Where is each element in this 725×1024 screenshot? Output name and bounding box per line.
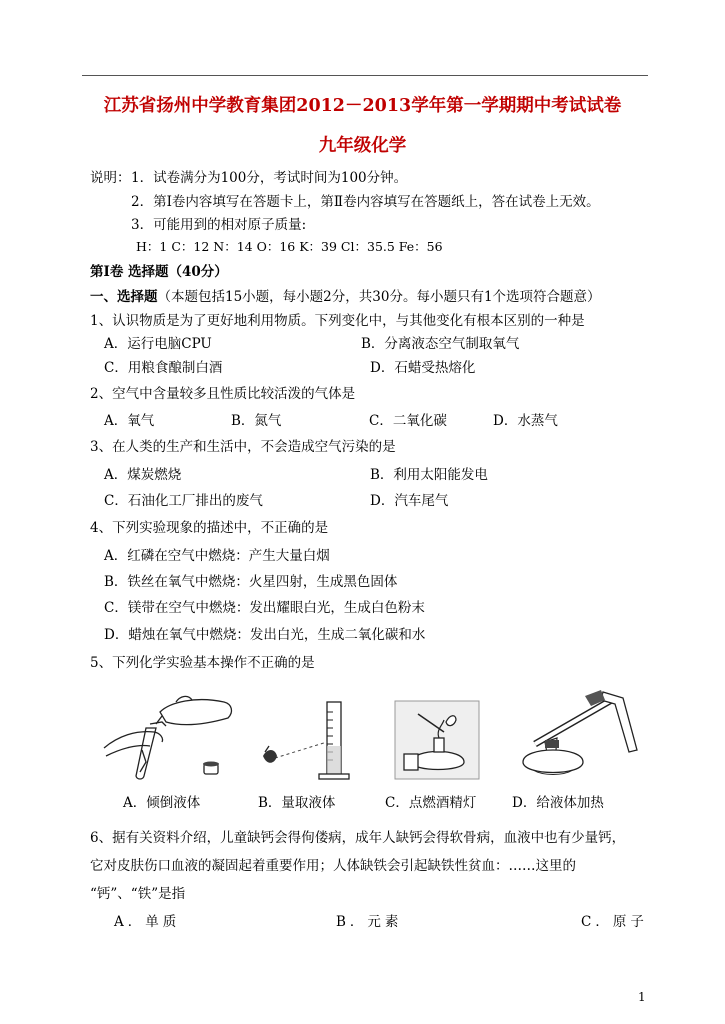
measuring-liquid-illustration xyxy=(255,698,355,782)
instruction-item-3: 3．可能用到的相对原子质量: xyxy=(131,217,307,233)
question-3-option-c: C．石油化工厂排出的废气 xyxy=(104,493,263,509)
part-instructions xyxy=(90,289,601,305)
question-6-option-c: C．原子 xyxy=(581,914,648,930)
page-number: 1 xyxy=(638,990,646,1004)
question-6-option-b: B．元素 xyxy=(336,914,403,930)
question-6-stem-line-2: 它对皮肤伤口血液的凝固起着重要作用；人体缺铁会引起缺铁性贫血：……这里的 xyxy=(90,858,576,874)
header-rule xyxy=(82,75,648,76)
section-heading: 第Ⅰ卷 选择题（40分） xyxy=(90,264,228,280)
question-3-option-b: B．利用太阳能发电 xyxy=(370,467,488,483)
question-4-option-d: D．蜡烛在氧气中燃烧：发出白光，生成二氧化碳和水 xyxy=(104,627,426,643)
question-5-option-d: D．给液体加热 xyxy=(512,795,604,811)
heating-liquid-illustration xyxy=(515,684,641,782)
question-3-option-d: D．汽车尾气 xyxy=(370,493,449,509)
question-2-option-d: D．水蒸气 xyxy=(493,413,558,429)
question-1-option-b: B．分离液态空气制取氧气 xyxy=(361,336,520,352)
question-1-option-c: C．用粮食酿制白酒 xyxy=(104,360,223,376)
question-3-option-a: A．煤炭燃烧 xyxy=(104,467,182,483)
question-1-stem: 1、认识物质是为了更好地利用物质。下列变化中，与其他变化有根本区别的一种是 xyxy=(90,313,585,329)
pouring-liquid-illustration xyxy=(100,690,240,782)
question-6-option-a: A．单质 xyxy=(114,914,181,930)
instruction-item-1: 1．试卷满分为100分，考试时间为100分钟。 xyxy=(131,170,408,186)
question-2-stem: 2、空气中含量较多且性质比较活泼的气体是 xyxy=(90,386,356,402)
question-2-option-b: B．氮气 xyxy=(231,413,282,429)
exam-subtitle: 九年级化学 xyxy=(318,136,407,156)
question-5-option-b: B．量取液体 xyxy=(258,795,336,811)
atomic-masses: H：1 C：12 N：14 O：16 K：39 Cl：35.5 Fe：56 xyxy=(136,239,443,254)
question-1-option-d: D．石蜡受热熔化 xyxy=(370,360,476,376)
question-4-option-a: A．红磷在空气中燃烧：产生大量白烟 xyxy=(104,548,330,564)
lighting-alcohol-lamp-illustration xyxy=(394,700,480,780)
question-2-option-a: A．氧气 xyxy=(104,413,155,429)
part-label: 一、选择题 xyxy=(90,289,158,305)
question-6-stem-line-3: “钙”、“铁”是指 xyxy=(90,886,186,902)
question-5-stem: 5、下列化学实验基本操作不正确的是 xyxy=(90,655,315,671)
question-5-option-c: C．点燃酒精灯 xyxy=(385,795,477,811)
exam-title: 江苏省扬州中学教育集团2012－2013学年第一学期期中考试试卷 xyxy=(103,96,622,116)
question-5-option-a: A．倾倒液体 xyxy=(123,795,201,811)
question-4-option-c: C．镁带在空气中燃烧：发出耀眼白光，生成白色粉末 xyxy=(104,600,425,616)
question-1-option-a: A．运行电脑CPU xyxy=(104,336,212,352)
question-2-option-c: C．二氧化碳 xyxy=(369,413,447,429)
question-3-stem: 3、在人类的生产和生活中，不会造成空气污染的是 xyxy=(90,439,396,455)
part-description: （本题包括15小题，每小题2分，共30分。每小题只有1个选项符合题意） xyxy=(157,289,601,305)
instruction-item-2: 2．第Ⅰ卷内容填写在答题卡上，第Ⅱ卷内容填写在答题纸上，答在试卷上无效。 xyxy=(131,194,600,210)
question-4-option-b: B．铁丝在氧气中燃烧：火星四射，生成黑色固体 xyxy=(104,574,398,590)
question-4-stem: 4、下列实验现象的描述中，不正确的是 xyxy=(90,520,329,536)
question-6-stem-line-1: 6、据有关资料介绍，儿童缺钙会得佝偻病，成年人缺钙会得软骨病，血液中也有少量钙， xyxy=(90,830,626,846)
instructions-lead: 说明： xyxy=(90,170,131,186)
